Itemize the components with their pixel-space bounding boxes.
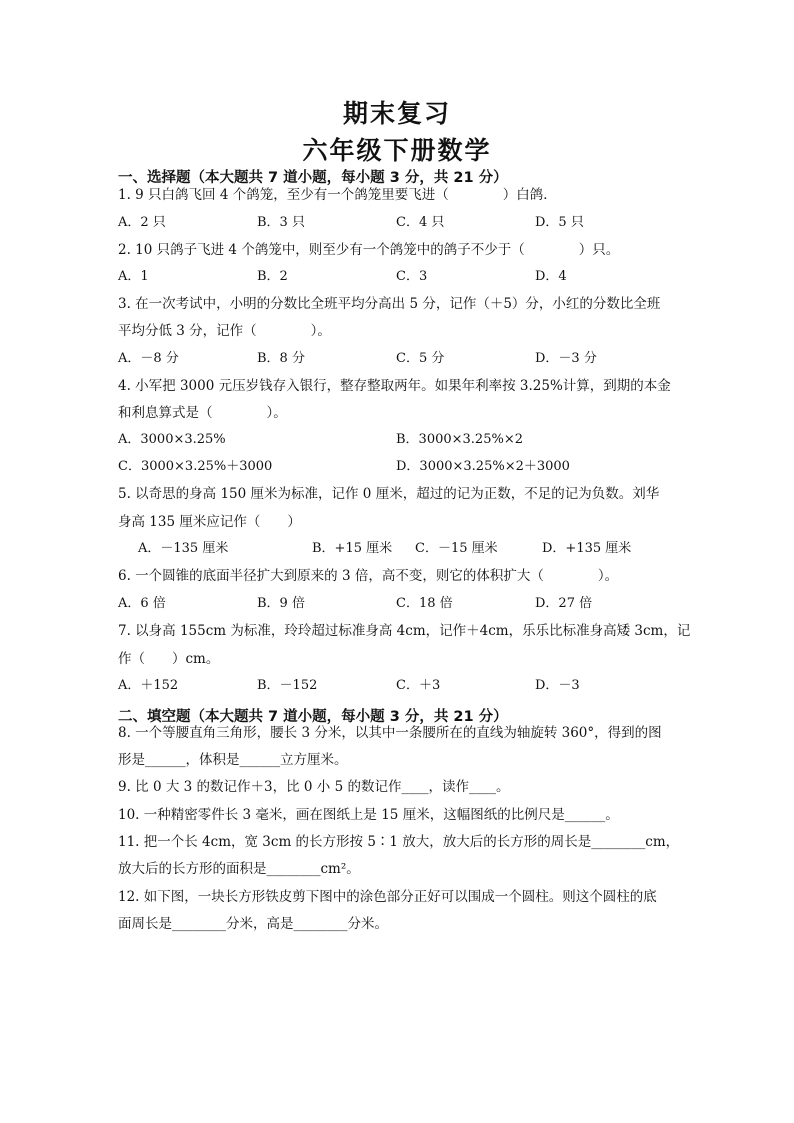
question-3-text-line2: 平均分低 3 分，记作（ ）。 (118, 323, 331, 339)
page-title: 期末复习 (342, 99, 451, 128)
question-12-text-line2: 面周长是________分米，高是________分米。 (118, 916, 388, 932)
q7-option-a: A．＋152 (118, 678, 179, 693)
q6-option-d: D．27 倍 (535, 596, 593, 611)
question-9-text: 9. 比 0 大 3 的数记作＋3，比 0 小 5 的数记作____，读作____。 (118, 779, 510, 795)
section-heading-choice: 一、选择题（本大题共 7 道小题，每小题 3 分，共 21 分） (118, 170, 508, 186)
q4-option-a: A．3000×3.25% (118, 432, 226, 447)
q5-option-a: A．－135 厘米 (138, 541, 229, 556)
section-heading-fill: 二、填空题（本大题共 7 道小题，每小题 3 分，共 21 分） (118, 709, 508, 725)
q2-option-c: C．3 (396, 269, 428, 284)
question-7-text: 7. 以身高 155cm 为标准，玲玲超过标准身高 4cm，记作＋4cm，乐乐比标准身高矮 3cm，记 (118, 623, 691, 639)
q3-option-a: A．－8 分 (118, 351, 179, 366)
question-8-text-line2: 形是______，体积是______立方厘米。 (118, 752, 348, 768)
question-10-text: 10. 一种精密零件长 3 毫米，画在图纸上是 15 厘米，这幅图纸的比例尺是______。 (118, 807, 619, 823)
question-5-text-line2: 身高 135 厘米应记作（ ） (118, 514, 301, 530)
question-4-text: 4. 小军把 3000 元压岁钱存入银行，整存整取两年。如果年利率按 3.25%计算，到期的本金 (118, 378, 671, 394)
q5-option-d: D．+135 厘米 (542, 541, 632, 556)
question-7-text-line2: 作（ ）cm。 (118, 651, 220, 667)
q4-option-d: D．3000×3.25%×2＋3000 (396, 459, 570, 474)
question-11-text-line2: 放大后的长方形的面积是________cm²。 (118, 861, 360, 877)
q6-option-c: C．18 倍 (396, 596, 453, 611)
q3-option-c: C．5 分 (396, 351, 445, 366)
q1-option-b: B．3 只 (257, 215, 305, 230)
q7-option-b: B．－152 (257, 678, 318, 693)
question-12-text: 12. 如下图，一块长方形铁皮剪下图中的涂色部分正好可以围成一个圆柱。则这个圆柱的底 (118, 889, 657, 905)
question-5-text: 5. 以奇思的身高 150 厘米为标准，记作 0 厘米，超过的记为正数，不足的记为负数。刘华 (118, 486, 660, 502)
q5-option-b: B．+15 厘米 (312, 541, 393, 556)
question-4-text-line2: 和利息算式是（ ）。 (118, 405, 287, 421)
question-6-text: 6. 一个圆锥的底面半径扩大到原来的 3 倍，高不变，则它的体积扩大（ ）。 (118, 568, 619, 584)
page-subtitle: 六年级下册数学 (302, 136, 492, 165)
q6-option-b: B．9 倍 (257, 596, 305, 611)
q1-option-a: A．2 只 (118, 215, 166, 230)
q6-option-a: A．6 倍 (118, 596, 166, 611)
q2-option-b: B．2 (257, 269, 288, 284)
question-11-text: 11. 把一个长 4cm，宽 3cm 的长方形按 5∶1 放大，放大后的长方形的周长是________cm， (118, 834, 680, 850)
q3-option-d: D．－3 分 (535, 351, 597, 366)
q2-option-d: D．4 (535, 269, 567, 284)
q7-option-c: C．＋3 (396, 678, 441, 693)
q3-option-b: B．8 分 (257, 351, 305, 366)
question-8-text: 8. 一个等腰直角三角形，腰长 3 分米，以其中一条腰所在的直线为轴旋转 360°，得到的图 (118, 725, 662, 741)
q7-option-d: D．－3 (535, 678, 580, 693)
q5-option-c: C．－15 厘米 (415, 541, 498, 556)
q4-option-c: C．3000×3.25%＋3000 (118, 459, 273, 474)
q2-option-a: A．1 (118, 269, 149, 284)
q1-option-c: C．4 只 (396, 215, 445, 230)
question-3-text: 3. 在一次考试中，小明的分数比全班平均分高出 5 分，记作（＋5）分，小红的分数比全班 (118, 296, 661, 312)
q1-option-d: D．5 只 (535, 215, 584, 230)
question-1-text: 1. 9 只白鸽飞回 4 个鸽笼，至少有一个鸽笼里要飞进（ ）白鸽． (118, 187, 557, 203)
question-2-text: 2. 10 只鸽子飞进 4 个鸽笼中，则至少有一个鸽笼中的鸽子不少于（ ）只。 (118, 242, 620, 258)
q4-option-b: B．3000×3.25%×2 (396, 432, 523, 447)
